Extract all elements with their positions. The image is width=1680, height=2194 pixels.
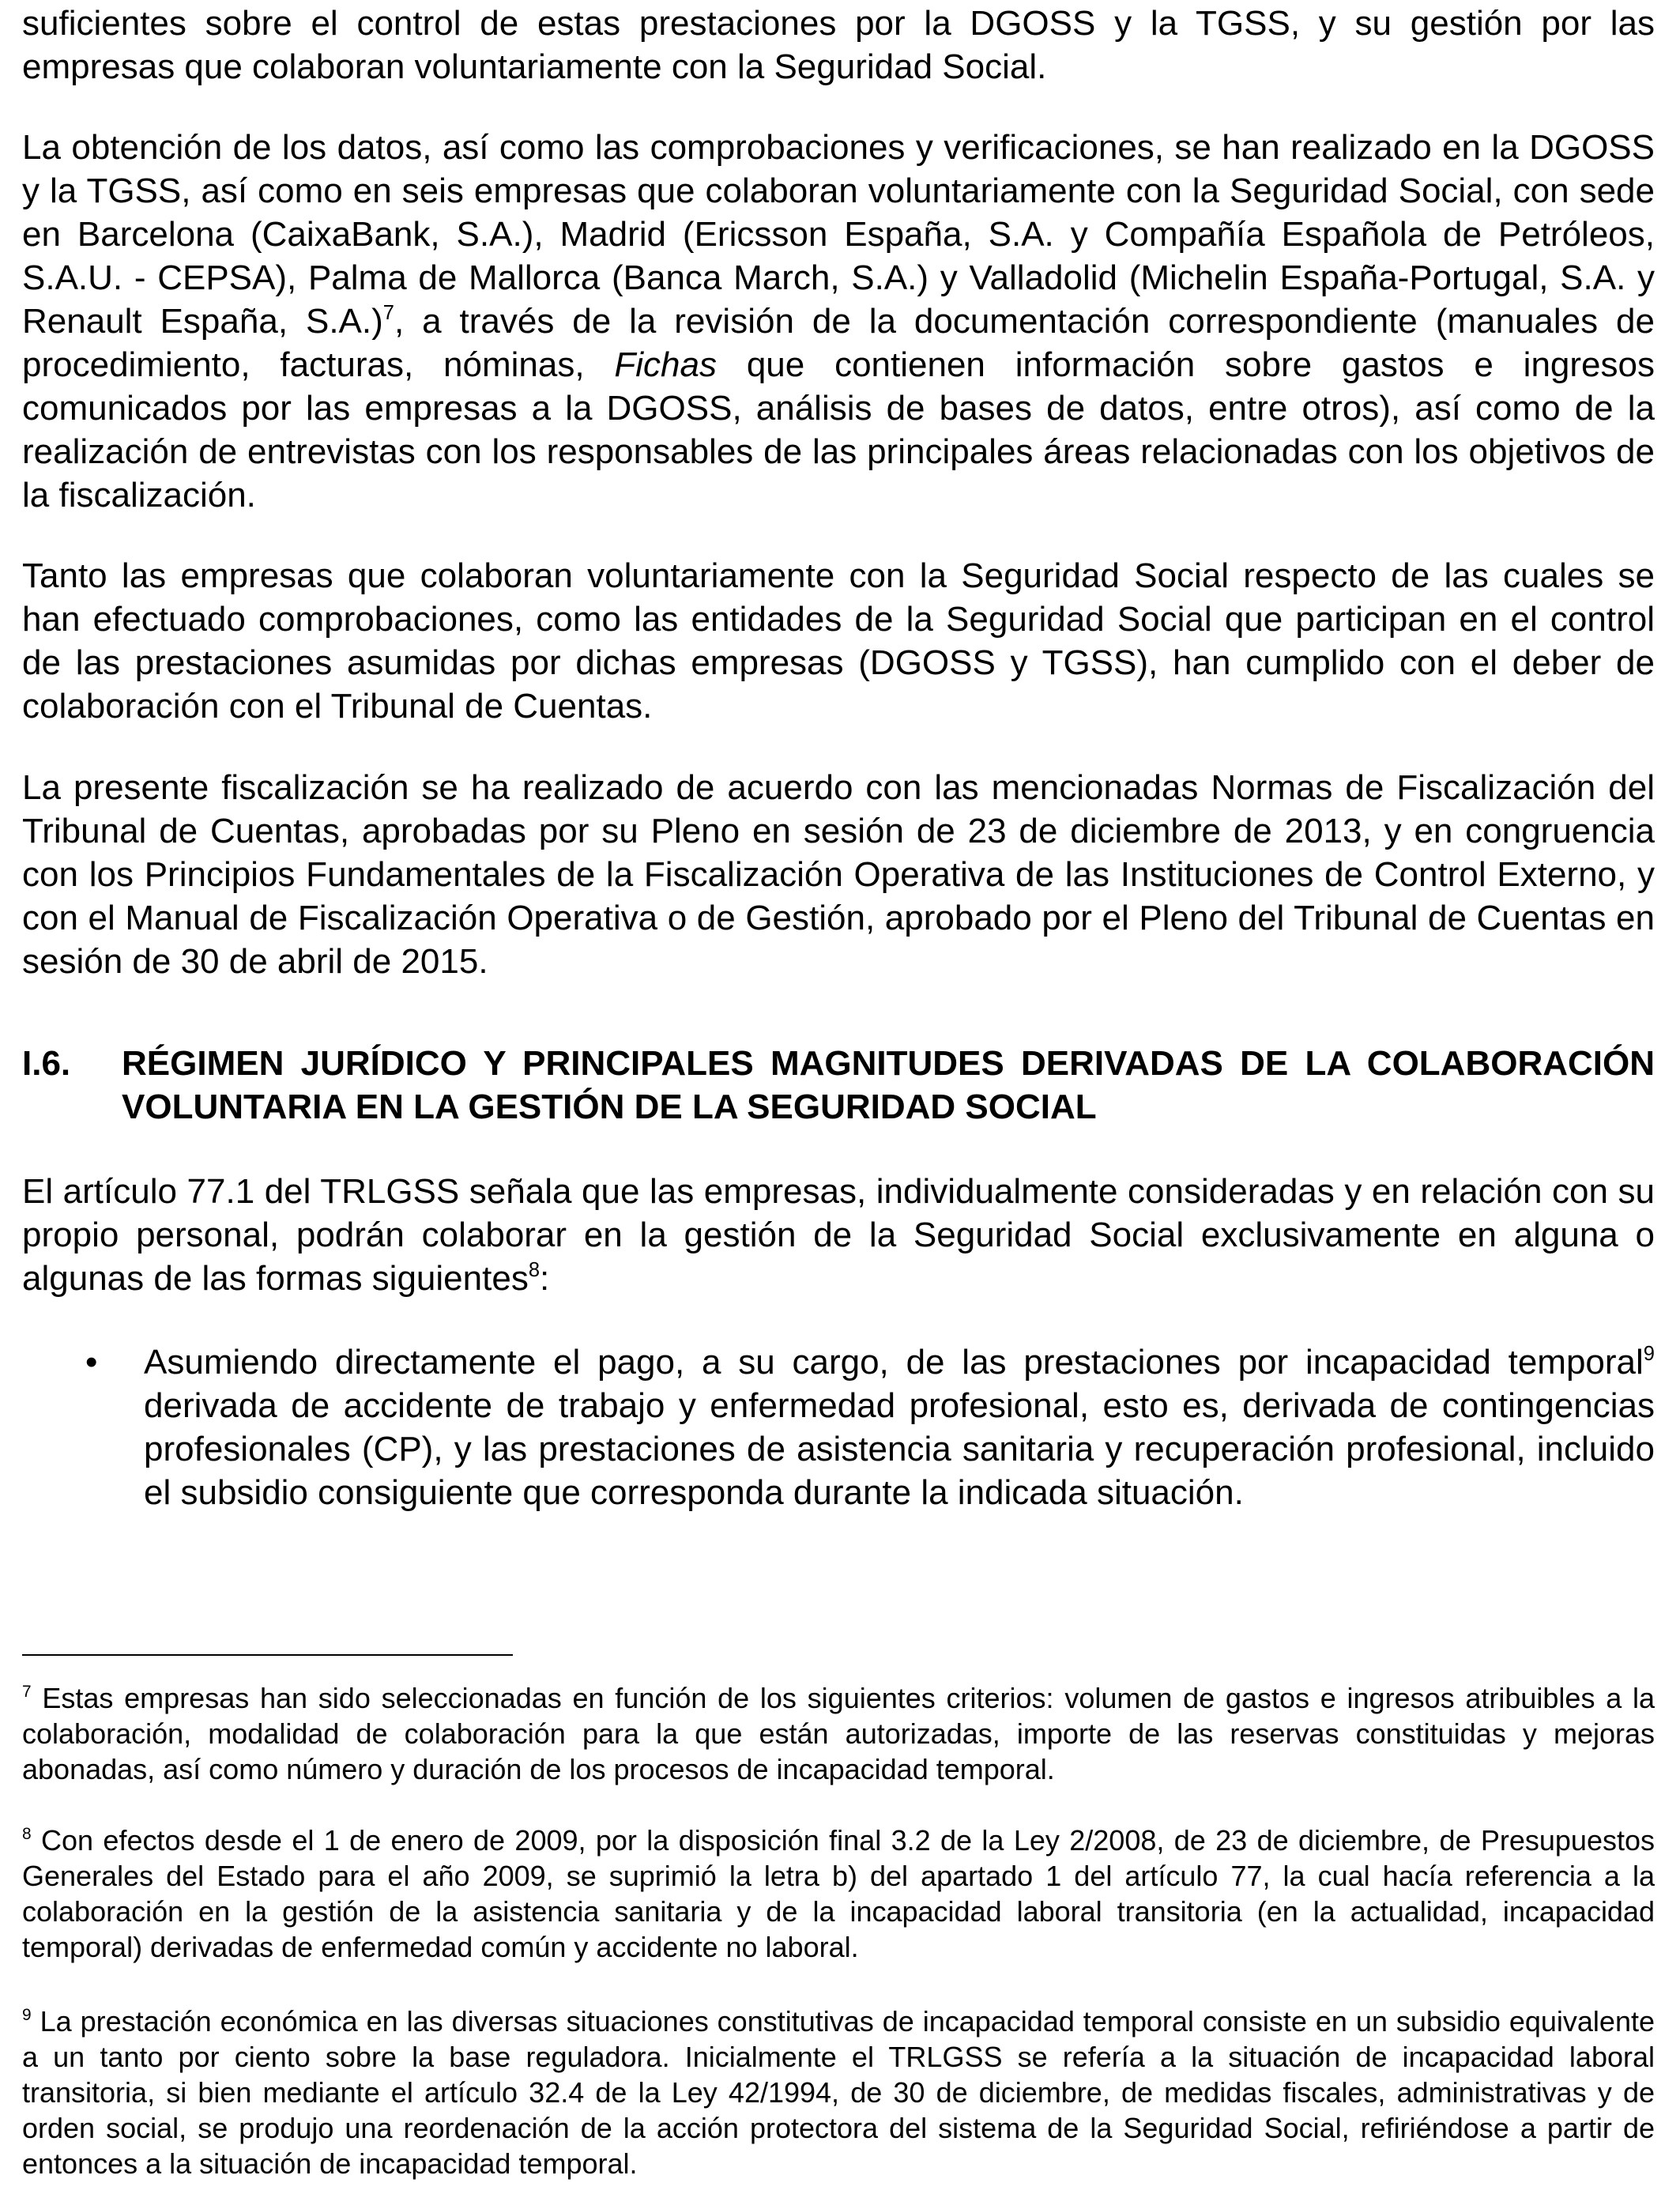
footnote-8 <box>22 1823 1655 1965</box>
footnote-text: La prestación económica en las diversas situaciones constitutivas de incapacidad temporal consiste en un subsidio equivalente a un tanto por ciento sobre la base reguladora. Inicialmente el TRLGSS se refería a la situación de incapacidad laboral transitoria, si bien mediante el artículo 32.4 de la Ley 42/1994, de 30 de diciembre, de medidas fiscales, administrativas y de orden social, se produjo una reordenación de la acción protectora del sistema de la Seguridad Social, refiriéndose a partir de entonces a la situación de incapacidad temporal. <box>22 2005 1655 2180</box>
bullet-icon: • <box>85 1343 98 1382</box>
footnote-7 <box>22 1680 1655 1787</box>
paragraph-text: El artículo 77.1 del TRLGSS señala que las empresas, individualmente consideradas y en relación con su propio personal, podrán colaborar en la gestión de la Seguridad Social exclusivamente en alguna o algunas de las formas siguientes <box>22 1172 1655 1298</box>
bullet-text <box>144 1340 1655 1514</box>
footnote-text: Con efectos desde el 1 de enero de 2009, por la disposición final 3.2 de la Ley 2/2008, de 23 de diciembre, de Presupuestos Generales del Estado para el año 2009, se suprimió la letra b) del apartado 1 del artículo 77, la cual hacía referencia a la colaboración en la gestión de la asistencia sanitaria y de la incapacidad laboral transitoria (en la actualidad, incapacidad temporal) derivadas de enfermedad común y accidente no laboral. <box>22 1824 1655 1963</box>
footnote-ref-8[interactable]: 8 <box>528 1259 541 1282</box>
paragraph-text: : <box>540 1259 550 1298</box>
section-heading <box>22 1042 1655 1129</box>
footnote-number: 7 <box>22 1682 32 1701</box>
paragraph-text: que contienen información sobre gastos e ingresos comunicados por las empresas a la DGOSS, análisis de bases de datos, entre otros), así como de la realización de entrevistas con los responsables de las principales áreas relacionadas con los objetivos de la fiscalización. <box>22 345 1655 515</box>
footnote-divider <box>22 1654 513 1656</box>
paragraph-text: , a través de la revisión de la documentación correspondiente (manuales de procedimiento, facturas, nóminas, <box>22 302 1655 384</box>
paragraph-text: suficientes sobre el control de estas prestaciones por la DGOSS y la TGSS, y su gestión por las empresas que colaboran voluntariamente con la Seguridad Social. <box>22 4 1655 86</box>
paragraph-text: La obtención de los datos, así como las comprobaciones y verificaciones, se han realizado en la DGOSS y la TGSS, así como en seis empresas que colaboran voluntariamente con la Seguridad Social, con sede en Barcelona (CaixaBank, S.A.), Madrid (Ericsson España, S.A. y Compañía Española de Petróleos, S.A.U. - CEPSA), Palma de Mallorca (Banca March, S.A.) y Valladolid (Michelin España-Portugal, S.A. y Renault España, S.A.) <box>22 128 1655 341</box>
paragraph-text: La presente fiscalización se ha realizado de acuerdo con las mencionadas Normas de Fiscalización del Tribunal de Cuentas, aprobadas por su Pleno en sesión de 23 de diciembre de 2013, y en congruencia con los Principios Fundamentales de la Fiscalización Operativa de las Instituciones de Control Externo, y con el Manual de Fiscalización Operativa o de Gestión, aprobado por el Pleno del Tribunal de Cuentas en sesión de 30 de abril de 2015. <box>22 768 1655 981</box>
footnote-number: 8 <box>22 1824 32 1843</box>
paragraph-intro-continuation <box>22 2 1655 89</box>
bullet-text-part: Asumiendo directamente el pago, a su cargo, de las prestaciones por incapacidad temporal <box>144 1343 1644 1382</box>
section-number: I.6. <box>22 1044 71 1083</box>
bullet-text-part: derivada de accidente de trabajo y enfermedad profesional, esto es, derivada de contingencias profesionales (CP), y las prestaciones de asistencia sanitaria y recuperación profesional, incluido el subsidio consiguiente que corresponda durante la indicada situación. <box>144 1386 1655 1512</box>
footnote-ref-7[interactable]: 7 <box>382 302 394 325</box>
footnote-ref-9[interactable]: 9 <box>1643 1343 1655 1366</box>
footnote-number: 9 <box>22 2005 32 2024</box>
section-title: RÉGIMEN JURÍDICO Y PRINCIPALES MAGNITUDES DERIVADAS DE LA COLABORACIÓN VOLUNTARIA EN LA GESTIÓN DE LA SEGURIDAD SOCIAL <box>122 1044 1655 1126</box>
bullet-list-item <box>22 1340 1655 1514</box>
footnote-9 <box>22 2004 1655 2181</box>
paragraph-data-collection <box>22 126 1655 517</box>
footnote-text: Estas empresas han sido seleccionadas en función de los siguientes criterios: volumen de gastos e ingresos atribuibles a la colaboración, modalidad de colaboración para la que están autorizadas, importe de las reservas constituidas y mejoras abonadas, así como número y duración de los procesos de incapacidad temporal. <box>22 1682 1655 1785</box>
paragraph-collaboration <box>22 554 1655 728</box>
paragraph-article-77 <box>22 1170 1655 1300</box>
paragraph-text: Tanto las empresas que colaboran voluntariamente con la Seguridad Social respecto de las cuales se han efectuado comprobaciones, como las entidades de la Seguridad Social que participan en el control de las prestaciones asumidas por dichas empresas (DGOSS y TGSS), han cumplido con el deber de colaboración con el Tribunal de Cuentas. <box>22 556 1655 726</box>
italic-term: Fichas <box>614 345 717 384</box>
paragraph-standards <box>22 766 1655 983</box>
